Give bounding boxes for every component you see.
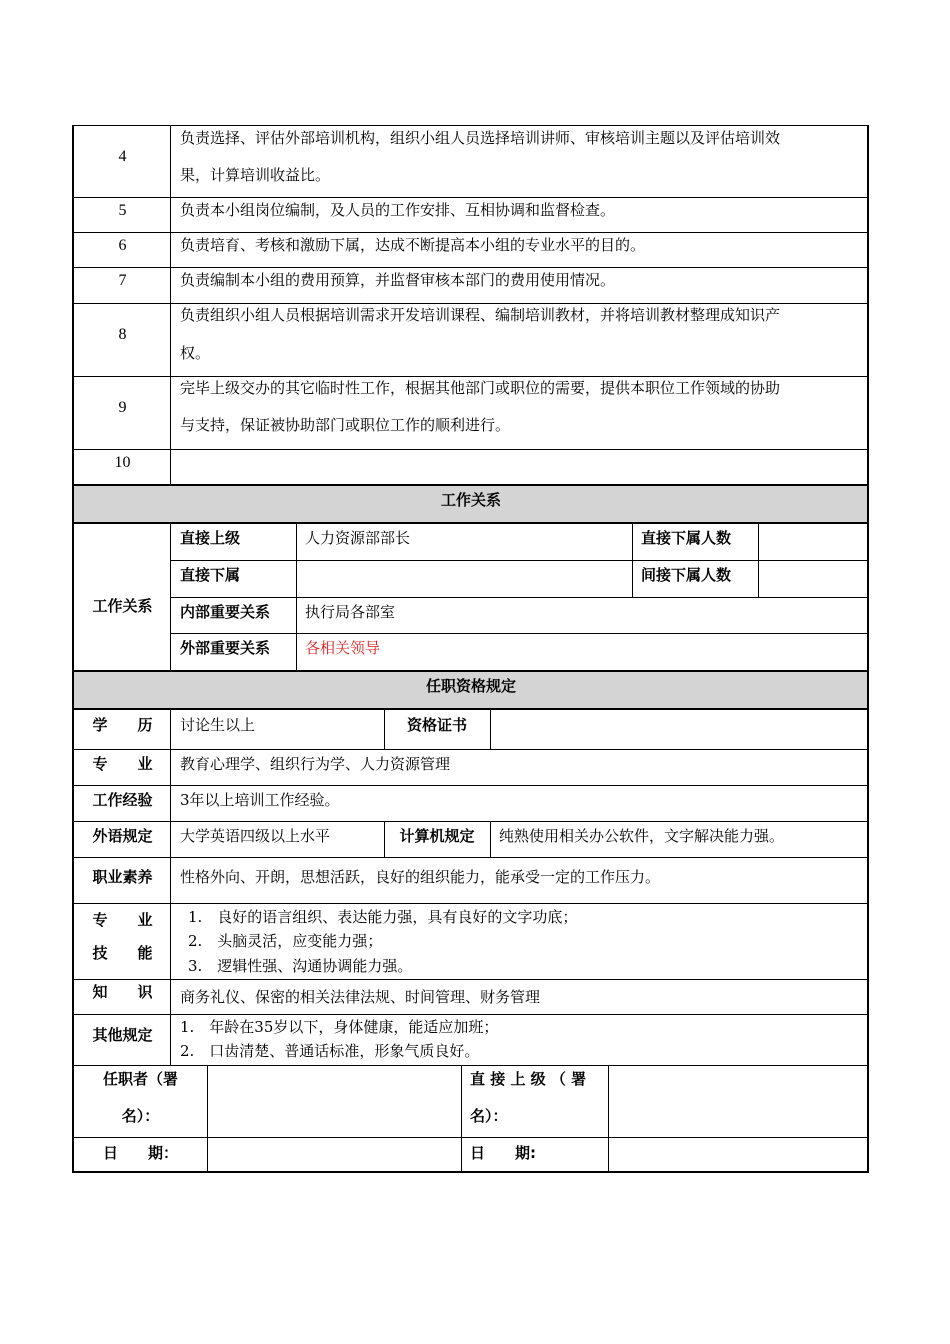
duty-text-line: 负责选择、评估外部培训机构，组织小组人员选择培训讲师、审核培训主题以及评估培训效 [180,129,781,147]
duty-number: 4 [118,148,127,165]
indirect-sub-count-label: 间接下属人数 [641,566,732,584]
external-relations-label: 外部重要关系 [180,639,271,657]
internal-relations-value: 执行局各部室 [305,603,396,621]
table-border [608,1065,609,1172]
table-border [72,1171,869,1173]
duty-text-line: 负责组织小组人员根据培训需求开发培训课程、编制培训教材，并将培训教材整理成知识产 [180,306,781,324]
relations-section-title: 工作关系 [440,491,501,509]
table-border [170,633,868,634]
quality-label: 职业素养 [92,868,153,886]
table-border [72,1014,869,1015]
duty-number: 6 [118,237,127,254]
external-relations-value: 各相关领导 [305,639,381,657]
table-border [72,979,869,980]
language-label: 外语规定 [92,827,153,845]
duty-number: 5 [118,202,127,219]
computer-label: 计算机规定 [399,827,475,845]
table-border [72,1065,869,1066]
table-border [72,376,869,377]
direct-superior-value: 人力资源部部长 [305,529,411,547]
knowledge-label: 知 识 [92,983,153,1001]
experience-label: 工作经验 [92,791,153,809]
table-border [72,484,869,486]
table-border [170,125,171,485]
table-border [72,903,869,904]
table-border [490,709,491,749]
table-border [72,785,869,786]
table-border [72,749,869,750]
date-label-right: 日 期: [470,1144,536,1162]
holder-signature-label: 名）： [121,1107,160,1125]
table-border [384,709,385,749]
internal-relations-label: 内部重要关系 [180,603,271,621]
duty-text-line: 负责本小组岗位编制，及人员的工作安排、互相协调和监督检查。 [180,201,616,219]
certificate-label: 资格证书 [406,716,467,734]
holder-signature-label: 任职者（署 [102,1070,178,1088]
computer-value: 纯熟使用相关办公软件，文字解决能力强。 [499,827,785,845]
knowledge-value: 商务礼仪、保密的相关法律法规、时间管理、财务管理 [180,988,541,1006]
experience-value: 3年以上培训工作经验。 [180,791,340,809]
table-border [72,670,869,672]
table-border [170,560,868,561]
education-label: 学 历 [92,716,153,734]
table-border [170,597,868,598]
table-border [72,232,869,233]
duty-number: 8 [118,326,127,343]
education-value: 讨论生以上 [180,716,256,734]
superior-signature-label: 名）： [470,1107,508,1125]
skill-item: 1. 良好的语言组织、表达能力强，具有良好的文字功底； [188,908,578,926]
duty-number: 7 [118,272,127,289]
qualifications-section-title: 任职资格规定 [425,677,516,695]
table-border [72,267,869,268]
table-border [72,522,869,524]
table-border [170,709,171,1065]
duty-number: 9 [118,399,127,416]
superior-signature-label: 直 接 上 级 （ 署 [470,1070,587,1088]
other-label: 其他规定 [92,1026,153,1044]
table-border [72,197,869,198]
direct-superior-label: 直接上级 [180,529,241,547]
skills-label-line: 技 能 [92,944,153,962]
duty-text-line: 权。 [180,344,211,362]
table-border [72,821,869,822]
direct-sub-label: 直接下属 [180,566,241,584]
duty-number: 10 [114,454,131,471]
duty-text-line: 负责编制本小组的费用预算，并监督审核本部门的费用使用情况。 [180,271,616,289]
relations-row-label: 工作关系 [92,597,153,615]
major-value: 教育心理学、组织行为学、人力资源管理 [180,755,451,773]
table-border [72,1137,869,1138]
skill-item: 2. 头脑灵活，应变能力强； [188,932,383,950]
other-item: 2. 口齿清楚、普通话标准，形象气质良好。 [180,1042,480,1060]
other-item: 1. 年龄在35岁以下，身体健康，能适应加班； [180,1018,499,1036]
duty-text-line: 负责培育、考核和激励下属，达成不断提高本小组的专业水平的目的。 [180,236,646,254]
table-border [384,821,385,857]
table-border [72,449,869,450]
table-border [72,125,869,126]
table-border [72,708,869,710]
table-border [207,1065,208,1172]
skills-label-line: 专 业 [92,911,153,929]
table-border [72,125,74,1173]
language-value: 大学英语四级以上水平 [180,827,331,845]
table-border [72,303,869,304]
table-border [72,857,869,858]
skill-item: 3. 逻辑性强、沟通协调能力强。 [188,957,413,975]
table-border [867,125,869,1173]
quality-value: 性格外向、开朗，思想活跃，良好的组织能力，能承受一定的工作压力。 [180,868,661,886]
duty-text-line: 完毕上级交办的其它临时性工作，根据其他部门或职位的需要，提供本职位工作领域的协助 [180,379,781,397]
table-border [490,821,491,857]
duty-text-line: 与支持，保证被协助部门或职位工作的顺利进行。 [180,416,511,434]
direct-sub-count-label: 直接下属人数 [641,529,732,547]
table-border [461,1065,462,1172]
date-label-left: 日 期： [102,1144,178,1162]
major-label: 专 业 [92,755,153,773]
duty-text-line: 果，计算培训收益比。 [180,166,331,184]
